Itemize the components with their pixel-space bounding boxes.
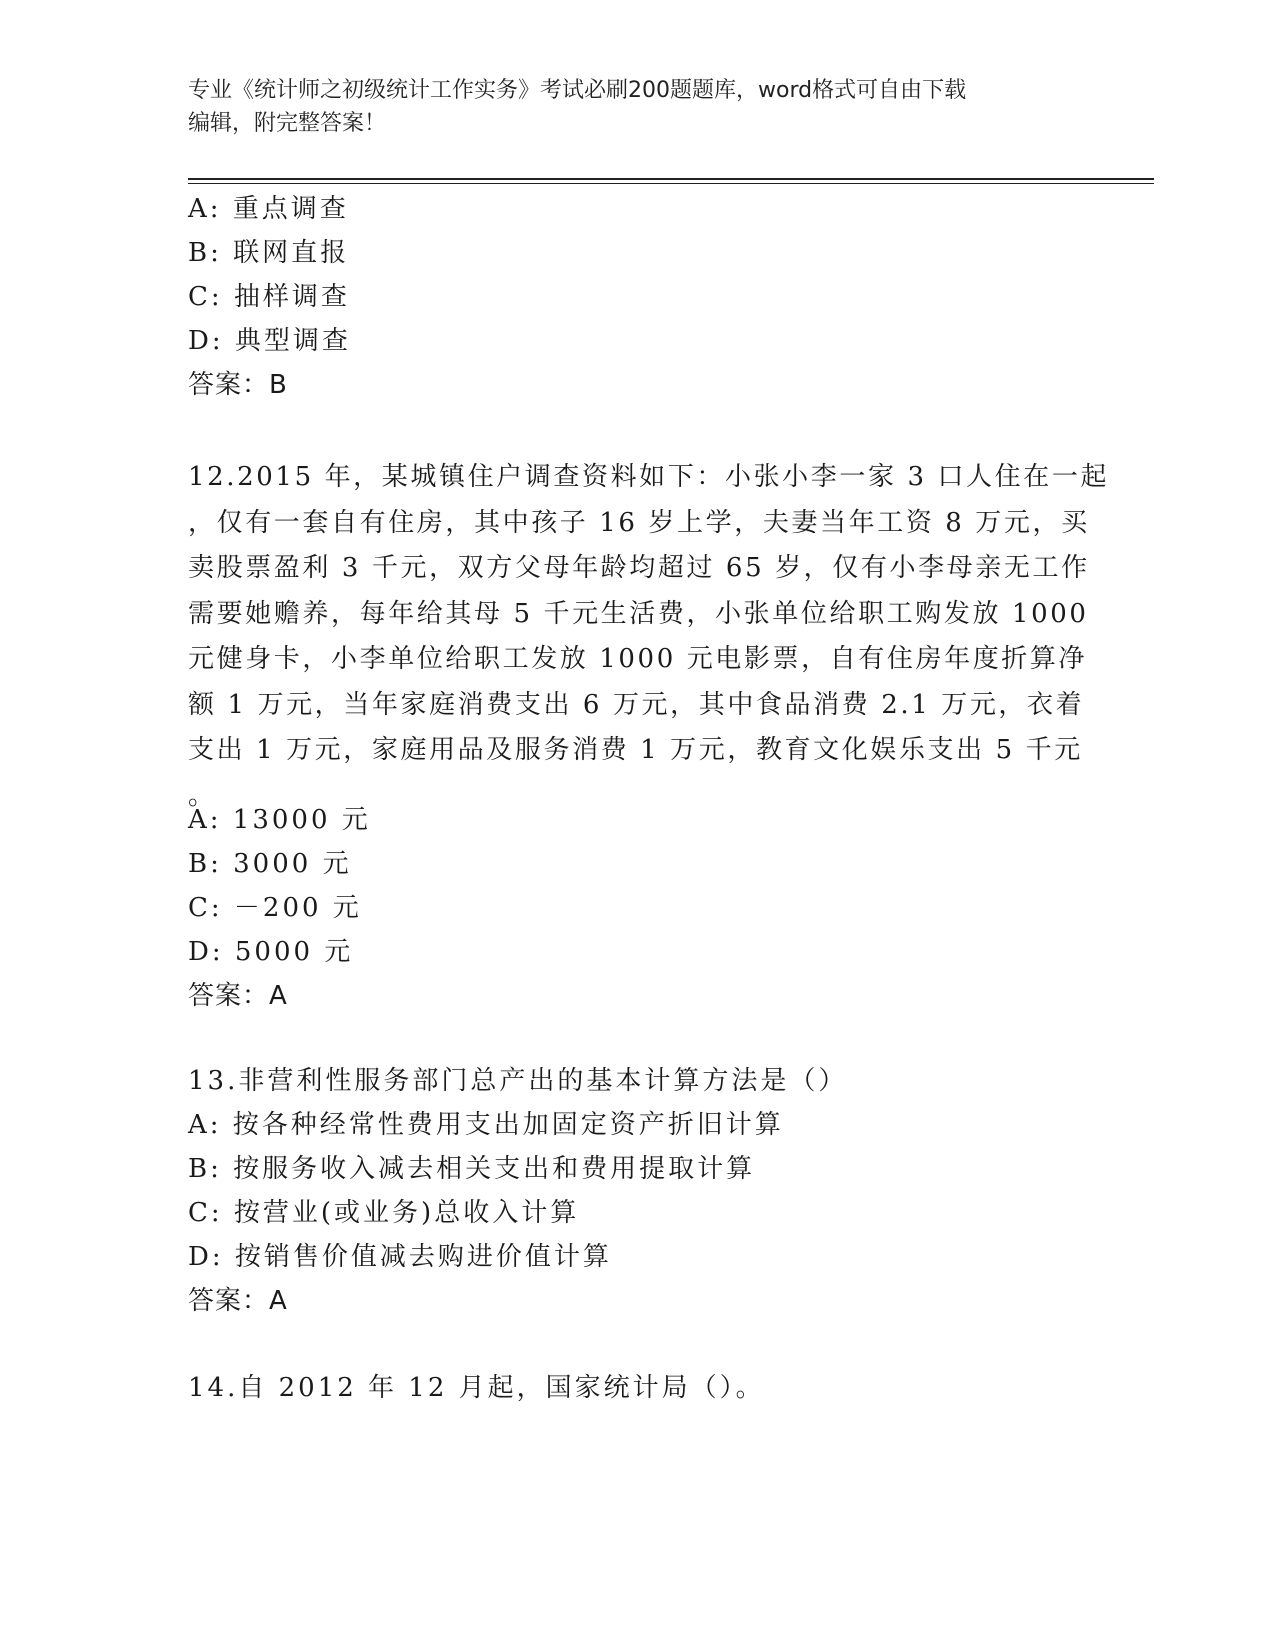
q12-line: 需要她赡养，每年给其母 5 千元生活费，小张单位给职工购发放 1000 <box>188 598 1089 629</box>
q12-question <box>188 455 1110 819</box>
q13-option-c: C: 按营业(或业务)总收入计算 <box>188 1198 580 1228</box>
header-rule-thin <box>188 183 1154 184</box>
q14-question: 14.自 2012 年 12 月起，国家统计局（）。 <box>188 1373 765 1403</box>
q13-option-b: B: 按服务收入减去相关支出和费用提取计算 <box>188 1154 756 1184</box>
header-rule-thick <box>188 178 1154 180</box>
q12-answer: 答案：A <box>188 981 288 1011</box>
q12-line: 卖股票盈利 3 千元，双方父母年龄均超过 65 岁，仅有小李母亲无工作 <box>188 553 1090 583</box>
q12-line: 支出 1 万元，家庭用品及服务消费 1 万元，教育文化娱乐支出 5 千元 <box>188 735 1083 765</box>
q13-option-d: D: 按销售价值减去购进价值计算 <box>188 1242 612 1272</box>
q11-option-a: A: 重点调查 <box>188 194 349 224</box>
q12-option-d: D: 5000 元 <box>188 937 354 967</box>
q12-line: 元健身卡，小李单位给职工发放 1000 元电影票，自有住房年度折算净 <box>188 644 1088 674</box>
q11-option-c: C: 抽样调查 <box>188 282 350 312</box>
q12-option-c: C: －200 元 <box>188 893 362 923</box>
q13-answer: 答案：A <box>188 1286 288 1316</box>
q11-answer: 答案：B <box>188 370 288 400</box>
q11-option-d: D: 典型调查 <box>188 326 351 356</box>
document-header <box>188 74 1088 140</box>
q12-line: ，仅有一套自有住房，其中孩子 16 岁上学，夫妻当年工资 8 万元，买 <box>188 507 1090 538</box>
q13-question: 13.非营利性服务部门总产出的基本计算方法是（） <box>188 1066 848 1096</box>
q12-option-b: B: 3000 元 <box>188 849 352 879</box>
q12-line: 12.2015 年，某城镇住户调查资料如下：小张小李一家 3 口人住在一起 <box>188 462 1110 492</box>
q12-line: 。 <box>188 780 217 811</box>
q12-option-a: A: 13000 元 <box>188 805 371 835</box>
q13-option-a: A: 按各种经常性费用支出加固定资产折旧计算 <box>188 1110 784 1140</box>
header-title-line1: 专业《统计师之初级统计工作实务》考试必刷200题题库，word格式可自由下载 <box>188 78 967 103</box>
q11-option-b: B: 联网直报 <box>188 238 350 268</box>
header-title-line2: 编辑，附完整答案！ <box>188 111 387 136</box>
q12-line: 额 1 万元，当年家庭消费支出 6 万元，其中食品消费 2.1 万元，衣着 <box>188 689 1085 720</box>
